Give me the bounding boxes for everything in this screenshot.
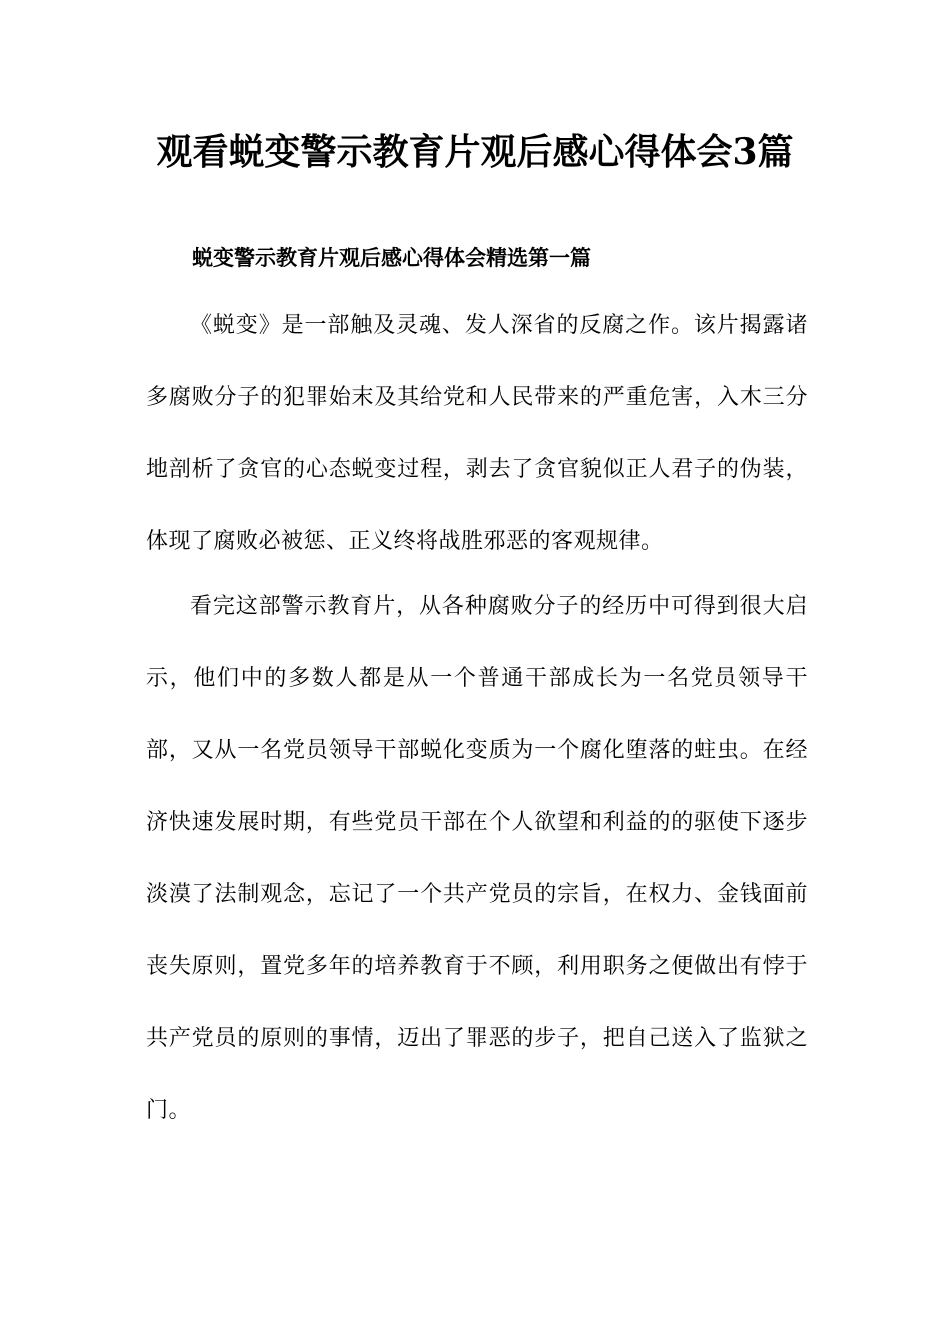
- document-title: 观看蜕变警示教育片观后感心得体会3篇: [156, 131, 794, 173]
- section-heading: 蜕变警示教育片观后感心得体会精选第一篇: [192, 245, 591, 270]
- paragraph-1: 《蜕变》是一部触及灵魂、发人深省的反腐之作。该片揭露诸多腐败分子的犯罪始末及其给党和人民带来的严重危害，入木三分地剖析了贪官的心态蜕变过程，剥去了贪官貌似正人君子的伪装，体现了腐败必被惩、正义终将战胜邪恶的客观规律。: [146, 313, 808, 554]
- paragraph-2: 看完这部警示教育片，从各种腐败分子的经历中可得到很大启示，他们中的多数人都是从一个普通干部成长为一名党员领导干部，又从一名党员领导干部蜕化变质为一个腐化堕落的蛀虫。在经济快速发展时期，有些党员干部在个人欲望和利益的的驱使下逐步淡漠了法制观念，忘记了一个共产党员的宗旨，在权力、金钱面前丧失原则，置党多年的培养教育于不顾，利用职务之便做出有悖于共产党员的原则的事情，迈出了罪恶的步子，把自己送入了监狱之门。: [146, 594, 808, 1123]
